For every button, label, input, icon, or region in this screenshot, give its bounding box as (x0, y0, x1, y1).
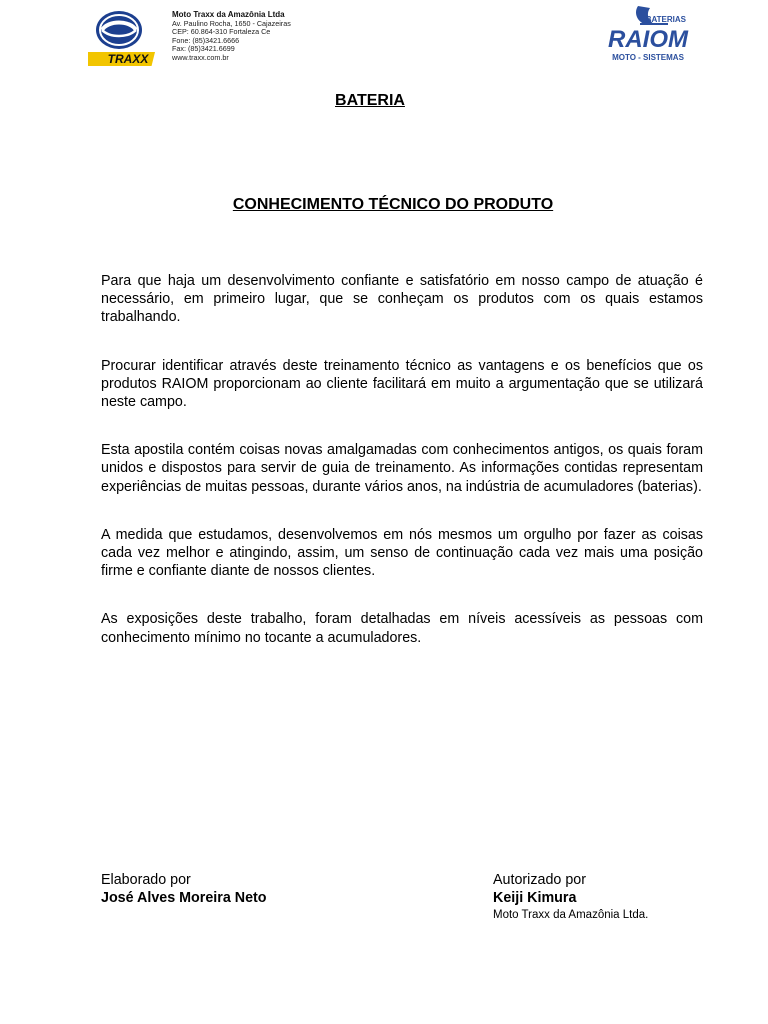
signature-label: Autorizado por (493, 872, 586, 888)
company-name: Moto Traxx da Amazônia Ltda (172, 10, 285, 19)
traxx-wordmark: TRAXX (107, 52, 149, 66)
company-fax: Fax: (85)3421.6699 (172, 44, 235, 54)
signature-name: Keiji Kimura (493, 890, 577, 906)
company-address: Av. Paulino Rocha, 1650 - Cajazeiras (172, 19, 291, 28)
paragraph-5: As exposições deste trabalho, foram detalhadas em níveis acessíveis as pessoas com conhecimento mínimo no tocante a acumuladores. (101, 611, 703, 646)
raiom-tag: BATERIAS (645, 15, 686, 24)
traxx-logo (88, 8, 166, 70)
document-title: BATERIA (335, 92, 405, 109)
raiom-logo (604, 2, 692, 64)
paragraph-3: Esta apostila contém coisas novas amalgamadas com conhecimentos antigos, os quais foram unidos e dispostos para servir de guia de treinamento. As informações contidas representam experiências de muitas pessoas, durante vários anos, na indústria de acumuladores (baterias). (101, 442, 703, 495)
document-body (101, 272, 703, 677)
company-info (172, 10, 291, 62)
letterhead (0, 0, 768, 80)
signature-name: José Alves Moreira Neto (101, 890, 267, 906)
signature-company: Moto Traxx da Amazônia Ltda. (493, 909, 649, 921)
paragraph-1: Para que haja um desenvolvimento confiante e satisfatório em nosso campo de atuação é necessário, em primeiro lugar, que se conheçam os produtos com os quais estamos trabalhando. (101, 273, 703, 326)
signature-elaborated (101, 871, 267, 907)
raiom-subtitle: MOTO - SISTEMAS (612, 53, 684, 62)
paragraph-2: Procurar identificar através deste treinamento técnico as vantagens e os benefícios que os produtos RAIOM proporcionam ao cliente facilitará em muito a argumentação que se utilizará neste campo. (101, 357, 703, 411)
company-cep: CEP: 60.864-310 Fortaleza Ce (172, 27, 271, 37)
signature-authorized (493, 871, 648, 923)
company-website: www.traxx.com.br (172, 52, 229, 62)
paragraph-4: A medida que estudamos, desenvolvemos em nós mesmos um orgulho por fazer as coisas cada vez melhor e atingindo, assim, um senso de continuação cada vez mais uma posição firme e confiante diante de nossos clientes. (101, 526, 703, 580)
document-subtitle: CONHECIMENTO TÉCNICO DO PRODUTO (232, 196, 554, 213)
raiom-brand: RAIOM (608, 26, 688, 53)
signature-label: Elaborado por (101, 872, 191, 888)
company-phone: Fone: (85)3421.6666 (172, 35, 240, 45)
